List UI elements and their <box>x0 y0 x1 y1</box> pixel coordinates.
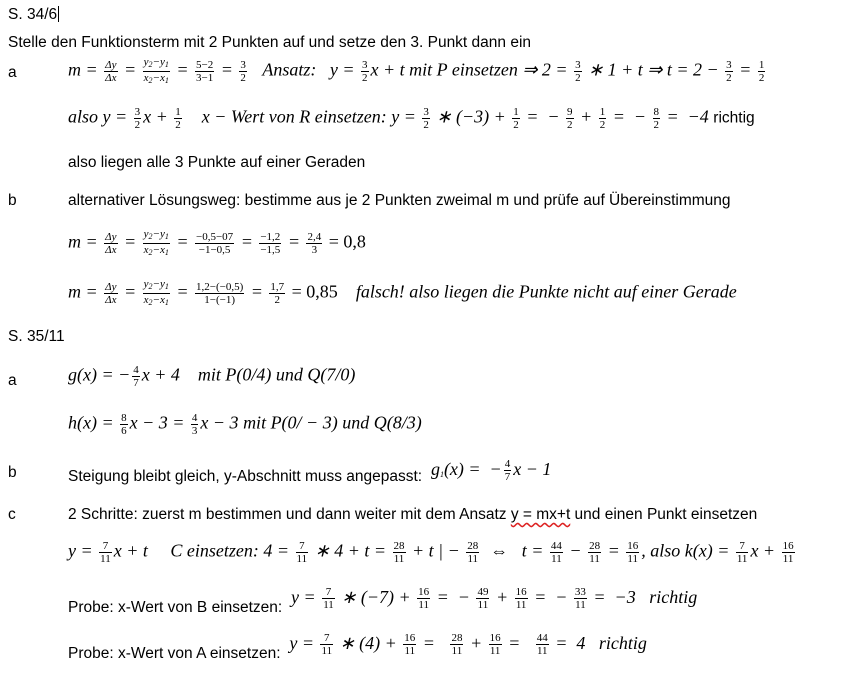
label-b-34: b <box>8 192 17 209</box>
label-a-35: a <box>8 372 17 389</box>
equation-check-R: also y = $\frac{3}{2}$ x + $\frac{1}{2}$ x − Wert von R einsetzen: y = $\frac{3}{2}$ ∗ (−3) + $\frac{1}{2}$ = − $\frac{9}{2}$ + $\frac{1}{2}$ = − $\frac{8}{2}$ = −4 richtig <box>68 106 755 131</box>
task-instruction: Stelle den Funktionsterm mit 2 Punkten auf und setze den 3. Punkt dann ein <box>8 34 532 51</box>
slope-calc-2: m = $\frac{\Delta y}{\Delta x}$ = $\frac{y_2-y_1}{x_2-x_1}$ = $\frac{1,2-(-0,5)}{1-(-1)}$ = $\frac{1,7}{2}$ = 0,85 falsch! also liegen die Punkte nicht auf einer Gerade <box>68 278 737 307</box>
function-h: h(x) = $\frac{8}{6}$ x − 3 = $\frac{4}{3}$ x − 3 mit P(0/ − 3) und Q(8/3) <box>68 412 422 437</box>
section-header-34-6: S. 34/6 <box>8 6 58 23</box>
slope-formula-a: m = $\frac{\Delta y}{\Delta x}$ = $\frac{y_2-y_1}{x_2-x_1}$ = $\frac{5-2}{3-1}$ = $\frac{3}{2}$ Ansatz: y = $\frac{3}{2}$ x + t mit P einsetzen ⇒ 2 = $\frac{3}{2}$ ∗ 1 + t ⇒ t = 2 − $\frac{3}{2}$ = $\frac{1}{2}$ <box>68 56 765 85</box>
slope-calc-1: m = $\frac{\Delta y}{\Delta x}$ = $\frac{y_2-y_1}{x_2-x_1}$ = $\frac{-0,5-07}{-1-0,5}$ = $\frac{-1,2}{-1,5}$ = $\frac{2,4}{3}$ = 0,8 <box>68 228 366 257</box>
label-b-35: b <box>8 464 17 481</box>
text-cursor[interactable] <box>58 6 59 22</box>
probe-A: Probe: x-Wert von A einsetzen: y = $\frac{7}{11}$ ∗ (4) + $\frac{16}{11}$ = $\frac{28}{11}$ + $\frac{16}{11}$ = $\frac{44}{11}$ = 4 richtig <box>68 632 647 662</box>
label-c-35: c <box>8 506 16 523</box>
task-b-35: Steigung bleibt gleich, y-Abschnitt muss angepasst: $g_1(x)$ = − $\frac{4}{7}$ x − 1 <box>68 458 552 485</box>
conclusion-a: also liegen alle 3 Punkte auf einer Geraden <box>68 154 366 171</box>
section-header-35-11: S. 35/11 <box>8 328 65 345</box>
alternative-method-text: alternativer Lösungsweg: bestimme aus je 2 Punkten zweimal m und prüfe auf Übereinstimmung <box>68 192 731 209</box>
function-g: g(x) = − $\frac{4}{7}$ x + 4 mit P(0/4) und Q(7/0) <box>68 364 356 389</box>
task-c-text: 2 Schritte: zuerst m bestimmen und dann weiter mit dem Ansatz y = mx+t und einen Punkt einsetzen <box>68 506 758 523</box>
label-a-34: a <box>8 64 17 81</box>
equation-c-C: y = $\frac{7}{11}$ x + t C einsetzen: 4 = $\frac{7}{11}$ ∗ 4 + t = $\frac{28}{11}$ + t | − $\frac{28}{11}$ ⇔ t = $\frac{44}{11}$ − $\frac{28}{11}$ = $\frac{16}{11}$ , also k(x) = $\frac{7}{11}$ x + $\frac{16}{11}$ <box>68 540 794 565</box>
probe-B: Probe: x-Wert von B einsetzen: y = $\frac{7}{11}$ ∗ (−7) + $\frac{16}{11}$ = − $\frac{49}{11}$ + $\frac{16}{11}$ = − $\frac{33}{11}$ = −3 richtig <box>68 586 698 616</box>
